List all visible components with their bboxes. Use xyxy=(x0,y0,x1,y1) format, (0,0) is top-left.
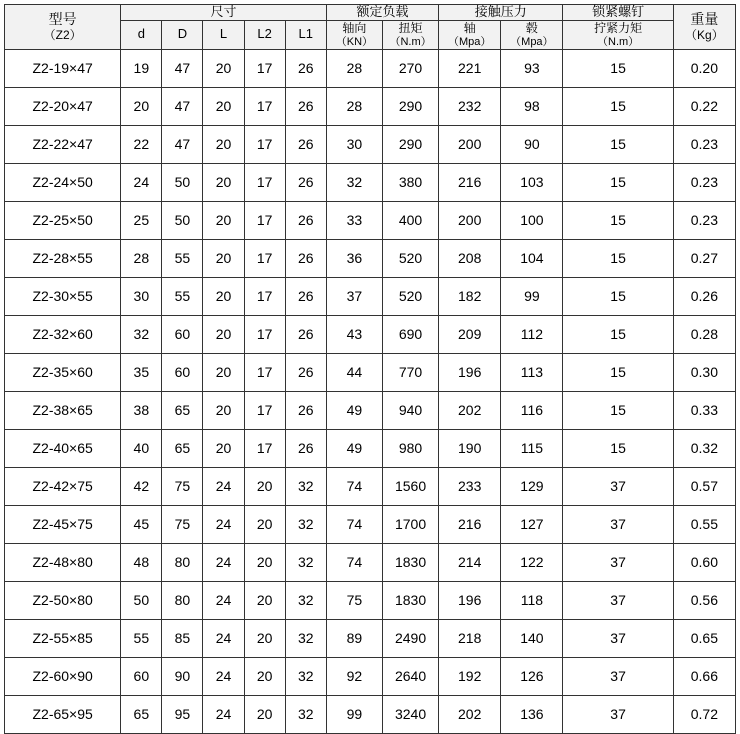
cell-shaft: 221 xyxy=(439,49,501,87)
cell-axial: 43 xyxy=(326,315,382,353)
cell-L2: 20 xyxy=(244,581,285,619)
cell-L: 20 xyxy=(203,315,244,353)
header-col-L2: L2 xyxy=(244,20,285,49)
header-col-shaft-unit: （Mpa） xyxy=(448,35,492,48)
cell-L1: 32 xyxy=(285,581,326,619)
table-row xyxy=(5,201,736,239)
cell-D: 75 xyxy=(162,467,203,505)
cell-screw: 15 xyxy=(563,277,673,315)
cell-weight: 0.20 xyxy=(673,49,735,87)
cell-model: Z2-32×60 xyxy=(5,315,121,353)
cell-weight: 0.27 xyxy=(673,239,735,277)
cell-D: 60 xyxy=(162,315,203,353)
cell-L2: 20 xyxy=(244,695,285,733)
cell-L2: 17 xyxy=(244,277,285,315)
cell-screw: 15 xyxy=(563,49,673,87)
cell-model: Z2-60×90 xyxy=(5,657,121,695)
cell-hub: 113 xyxy=(501,353,563,391)
table-row xyxy=(5,695,736,733)
table-body xyxy=(5,49,736,733)
cell-screw: 15 xyxy=(563,391,673,429)
cell-D: 47 xyxy=(162,87,203,125)
cell-D: 90 xyxy=(162,657,203,695)
cell-torque: 940 xyxy=(382,391,438,429)
cell-model: Z2-20×47 xyxy=(5,87,121,125)
cell-hub: 127 xyxy=(501,505,563,543)
header-col-D: D xyxy=(162,20,203,49)
header-col-hub xyxy=(501,20,563,49)
header-model xyxy=(5,5,121,50)
header-col-torque-unit: （N.m） xyxy=(389,35,432,48)
cell-torque: 1700 xyxy=(382,505,438,543)
cell-model: Z2-28×55 xyxy=(5,239,121,277)
header-col-axial-name: 轴向 xyxy=(342,20,367,35)
cell-hub: 90 xyxy=(501,125,563,163)
cell-axial: 28 xyxy=(326,87,382,125)
header-group-locking-screw: 锁紧螺钉 xyxy=(563,5,673,21)
header-weight xyxy=(673,5,735,50)
cell-d: 25 xyxy=(121,201,162,239)
cell-torque: 520 xyxy=(382,277,438,315)
cell-screw: 15 xyxy=(563,353,673,391)
table-row xyxy=(5,87,736,125)
cell-d: 30 xyxy=(121,277,162,315)
cell-D: 80 xyxy=(162,581,203,619)
cell-L1: 26 xyxy=(285,315,326,353)
cell-torque: 380 xyxy=(382,163,438,201)
cell-L: 20 xyxy=(203,391,244,429)
table-header xyxy=(5,5,736,50)
cell-d: 22 xyxy=(121,125,162,163)
cell-shaft: 192 xyxy=(439,657,501,695)
table-row xyxy=(5,391,736,429)
cell-model: Z2-42×75 xyxy=(5,467,121,505)
cell-hub: 99 xyxy=(501,277,563,315)
table-row xyxy=(5,49,736,87)
cell-L: 20 xyxy=(203,239,244,277)
cell-screw: 15 xyxy=(563,429,673,467)
cell-axial: 74 xyxy=(326,505,382,543)
cell-hub: 116 xyxy=(501,391,563,429)
cell-L: 20 xyxy=(203,201,244,239)
cell-shaft: 214 xyxy=(439,543,501,581)
cell-D: 50 xyxy=(162,163,203,201)
cell-d: 32 xyxy=(121,315,162,353)
cell-weight: 0.26 xyxy=(673,277,735,315)
cell-screw: 37 xyxy=(563,695,673,733)
cell-d: 35 xyxy=(121,353,162,391)
cell-L: 24 xyxy=(203,543,244,581)
cell-L2: 17 xyxy=(244,49,285,87)
table-row xyxy=(5,657,736,695)
table-row xyxy=(5,543,736,581)
cell-screw: 37 xyxy=(563,505,673,543)
cell-d: 65 xyxy=(121,695,162,733)
cell-D: 47 xyxy=(162,49,203,87)
cell-L2: 17 xyxy=(244,429,285,467)
cell-screw: 37 xyxy=(563,467,673,505)
header-model-line1: 型号 xyxy=(48,10,77,27)
cell-model: Z2-25×50 xyxy=(5,201,121,239)
cell-shaft: 196 xyxy=(439,353,501,391)
cell-model: Z2-24×50 xyxy=(5,163,121,201)
header-model-line2: （Z2） xyxy=(43,27,82,42)
cell-hub: 118 xyxy=(501,581,563,619)
cell-L2: 20 xyxy=(244,543,285,581)
cell-axial: 49 xyxy=(326,429,382,467)
cell-model: Z2-45×75 xyxy=(5,505,121,543)
cell-L2: 17 xyxy=(244,163,285,201)
cell-torque: 400 xyxy=(382,201,438,239)
cell-L1: 26 xyxy=(285,49,326,87)
cell-L1: 26 xyxy=(285,163,326,201)
table-row xyxy=(5,315,736,353)
cell-L1: 32 xyxy=(285,505,326,543)
cell-axial: 28 xyxy=(326,49,382,87)
cell-torque: 520 xyxy=(382,239,438,277)
cell-L: 24 xyxy=(203,581,244,619)
cell-hub: 100 xyxy=(501,201,563,239)
cell-L2: 17 xyxy=(244,353,285,391)
table-row xyxy=(5,239,736,277)
cell-weight: 0.55 xyxy=(673,505,735,543)
cell-screw: 15 xyxy=(563,125,673,163)
cell-d: 55 xyxy=(121,619,162,657)
cell-L1: 32 xyxy=(285,695,326,733)
cell-weight: 0.23 xyxy=(673,201,735,239)
table-row xyxy=(5,125,736,163)
cell-torque: 2490 xyxy=(382,619,438,657)
cell-L: 20 xyxy=(203,277,244,315)
cell-weight: 0.28 xyxy=(673,315,735,353)
cell-shaft: 218 xyxy=(439,619,501,657)
header-col-tighten-torque-unit: （N.m） xyxy=(597,35,640,48)
cell-axial: 44 xyxy=(326,353,382,391)
cell-L: 24 xyxy=(203,619,244,657)
cell-L: 24 xyxy=(203,657,244,695)
cell-weight: 0.60 xyxy=(673,543,735,581)
cell-axial: 30 xyxy=(326,125,382,163)
cell-L2: 17 xyxy=(244,201,285,239)
cell-hub: 104 xyxy=(501,239,563,277)
header-col-torque xyxy=(382,20,438,49)
cell-L2: 17 xyxy=(244,315,285,353)
cell-shaft: 200 xyxy=(439,201,501,239)
cell-L1: 26 xyxy=(285,125,326,163)
cell-d: 48 xyxy=(121,543,162,581)
cell-torque: 2640 xyxy=(382,657,438,695)
cell-torque: 3240 xyxy=(382,695,438,733)
cell-L1: 26 xyxy=(285,277,326,315)
cell-L1: 26 xyxy=(285,201,326,239)
header-weight-line2: （Kg） xyxy=(685,27,724,42)
cell-torque: 980 xyxy=(382,429,438,467)
table-row xyxy=(5,505,736,543)
cell-shaft: 216 xyxy=(439,505,501,543)
cell-D: 75 xyxy=(162,505,203,543)
cell-torque: 290 xyxy=(382,87,438,125)
cell-axial: 92 xyxy=(326,657,382,695)
cell-D: 65 xyxy=(162,429,203,467)
cell-shaft: 202 xyxy=(439,391,501,429)
cell-L: 20 xyxy=(203,429,244,467)
cell-L2: 20 xyxy=(244,467,285,505)
cell-d: 45 xyxy=(121,505,162,543)
cell-D: 50 xyxy=(162,201,203,239)
cell-screw: 15 xyxy=(563,315,673,353)
cell-d: 60 xyxy=(121,657,162,695)
cell-hub: 112 xyxy=(501,315,563,353)
cell-torque: 1560 xyxy=(382,467,438,505)
cell-D: 47 xyxy=(162,125,203,163)
table-row xyxy=(5,581,736,619)
cell-torque: 290 xyxy=(382,125,438,163)
table-row xyxy=(5,277,736,315)
cell-D: 85 xyxy=(162,619,203,657)
cell-weight: 0.57 xyxy=(673,467,735,505)
table-row xyxy=(5,163,736,201)
cell-d: 19 xyxy=(121,49,162,87)
cell-D: 55 xyxy=(162,277,203,315)
cell-shaft: 182 xyxy=(439,277,501,315)
cell-shaft: 209 xyxy=(439,315,501,353)
table-row xyxy=(5,429,736,467)
cell-torque: 1830 xyxy=(382,581,438,619)
cell-hub: 136 xyxy=(501,695,563,733)
cell-hub: 140 xyxy=(501,619,563,657)
cell-model: Z2-48×80 xyxy=(5,543,121,581)
cell-L2: 17 xyxy=(244,391,285,429)
cell-weight: 0.72 xyxy=(673,695,735,733)
cell-L: 24 xyxy=(203,467,244,505)
cell-d: 40 xyxy=(121,429,162,467)
cell-L1: 32 xyxy=(285,657,326,695)
cell-d: 42 xyxy=(121,467,162,505)
cell-shaft: 202 xyxy=(439,695,501,733)
cell-weight: 0.56 xyxy=(673,581,735,619)
cell-L: 20 xyxy=(203,163,244,201)
header-col-torque-name: 扭矩 xyxy=(398,20,423,35)
header-col-d: d xyxy=(121,20,162,49)
cell-model: Z2-55×85 xyxy=(5,619,121,657)
cell-D: 95 xyxy=(162,695,203,733)
cell-L2: 17 xyxy=(244,87,285,125)
cell-weight: 0.32 xyxy=(673,429,735,467)
specification-table xyxy=(4,4,736,734)
cell-screw: 15 xyxy=(563,201,673,239)
cell-d: 20 xyxy=(121,87,162,125)
header-col-tighten-torque xyxy=(563,20,673,49)
cell-model: Z2-22×47 xyxy=(5,125,121,163)
header-group-rated-load: 额定负载 xyxy=(326,5,438,21)
cell-hub: 122 xyxy=(501,543,563,581)
table-row xyxy=(5,619,736,657)
cell-L1: 26 xyxy=(285,87,326,125)
cell-model: Z2-40×65 xyxy=(5,429,121,467)
cell-screw: 15 xyxy=(563,163,673,201)
cell-L1: 32 xyxy=(285,467,326,505)
cell-model: Z2-65×95 xyxy=(5,695,121,733)
cell-torque: 270 xyxy=(382,49,438,87)
cell-weight: 0.65 xyxy=(673,619,735,657)
header-col-hub-name: 毂 xyxy=(525,20,538,35)
cell-L2: 20 xyxy=(244,657,285,695)
cell-L: 20 xyxy=(203,125,244,163)
cell-screw: 37 xyxy=(563,581,673,619)
cell-shaft: 200 xyxy=(439,125,501,163)
cell-d: 50 xyxy=(121,581,162,619)
cell-shaft: 208 xyxy=(439,239,501,277)
cell-model: Z2-35×60 xyxy=(5,353,121,391)
cell-d: 24 xyxy=(121,163,162,201)
cell-torque: 770 xyxy=(382,353,438,391)
cell-hub: 103 xyxy=(501,163,563,201)
cell-hub: 129 xyxy=(501,467,563,505)
cell-D: 55 xyxy=(162,239,203,277)
cell-L1: 26 xyxy=(285,239,326,277)
cell-screw: 37 xyxy=(563,543,673,581)
cell-weight: 0.66 xyxy=(673,657,735,695)
cell-model: Z2-30×55 xyxy=(5,277,121,315)
cell-L2: 17 xyxy=(244,125,285,163)
cell-d: 38 xyxy=(121,391,162,429)
cell-L1: 32 xyxy=(285,543,326,581)
cell-axial: 74 xyxy=(326,543,382,581)
cell-torque: 690 xyxy=(382,315,438,353)
cell-screw: 15 xyxy=(563,87,673,125)
cell-axial: 89 xyxy=(326,619,382,657)
cell-axial: 75 xyxy=(326,581,382,619)
cell-weight: 0.22 xyxy=(673,87,735,125)
cell-screw: 37 xyxy=(563,657,673,695)
header-col-tighten-torque-name: 拧紧力矩 xyxy=(594,20,643,35)
cell-L: 24 xyxy=(203,505,244,543)
table-row xyxy=(5,467,736,505)
header-group-contact-pressure: 接触压力 xyxy=(439,5,563,21)
header-col-axial-unit: （KN） xyxy=(335,35,374,48)
header-weight-line1: 重量 xyxy=(690,10,719,27)
cell-axial: 74 xyxy=(326,467,382,505)
cell-axial: 32 xyxy=(326,163,382,201)
cell-shaft: 232 xyxy=(439,87,501,125)
cell-L: 20 xyxy=(203,87,244,125)
header-col-L: L xyxy=(203,20,244,49)
cell-L1: 32 xyxy=(285,619,326,657)
cell-L2: 17 xyxy=(244,239,285,277)
cell-weight: 0.30 xyxy=(673,353,735,391)
cell-model: Z2-19×47 xyxy=(5,49,121,87)
cell-model: Z2-50×80 xyxy=(5,581,121,619)
cell-shaft: 216 xyxy=(439,163,501,201)
cell-L: 20 xyxy=(203,49,244,87)
cell-shaft: 233 xyxy=(439,467,501,505)
cell-hub: 98 xyxy=(501,87,563,125)
header-col-L1: L1 xyxy=(285,20,326,49)
cell-d: 28 xyxy=(121,239,162,277)
cell-weight: 0.33 xyxy=(673,391,735,429)
cell-axial: 49 xyxy=(326,391,382,429)
cell-weight: 0.23 xyxy=(673,163,735,201)
cell-L: 24 xyxy=(203,695,244,733)
cell-axial: 36 xyxy=(326,239,382,277)
header-col-shaft-name: 轴 xyxy=(463,20,476,35)
cell-weight: 0.23 xyxy=(673,125,735,163)
cell-shaft: 190 xyxy=(439,429,501,467)
cell-L1: 26 xyxy=(285,429,326,467)
header-col-hub-unit: （Mpa） xyxy=(510,35,554,48)
cell-hub: 93 xyxy=(501,49,563,87)
cell-L: 20 xyxy=(203,353,244,391)
header-group-dimensions: 尺寸 xyxy=(121,5,327,21)
cell-L1: 26 xyxy=(285,353,326,391)
cell-axial: 99 xyxy=(326,695,382,733)
cell-axial: 37 xyxy=(326,277,382,315)
cell-screw: 15 xyxy=(563,239,673,277)
header-col-shaft xyxy=(439,20,501,49)
cell-hub: 126 xyxy=(501,657,563,695)
cell-model: Z2-38×65 xyxy=(5,391,121,429)
cell-D: 60 xyxy=(162,353,203,391)
cell-D: 80 xyxy=(162,543,203,581)
cell-D: 65 xyxy=(162,391,203,429)
cell-L2: 20 xyxy=(244,619,285,657)
cell-L1: 26 xyxy=(285,391,326,429)
table-row xyxy=(5,353,736,391)
cell-screw: 37 xyxy=(563,619,673,657)
header-row-groups xyxy=(5,5,736,21)
cell-shaft: 196 xyxy=(439,581,501,619)
cell-hub: 115 xyxy=(501,429,563,467)
cell-axial: 33 xyxy=(326,201,382,239)
header-col-axial xyxy=(326,20,382,49)
cell-L2: 20 xyxy=(244,505,285,543)
cell-torque: 1830 xyxy=(382,543,438,581)
